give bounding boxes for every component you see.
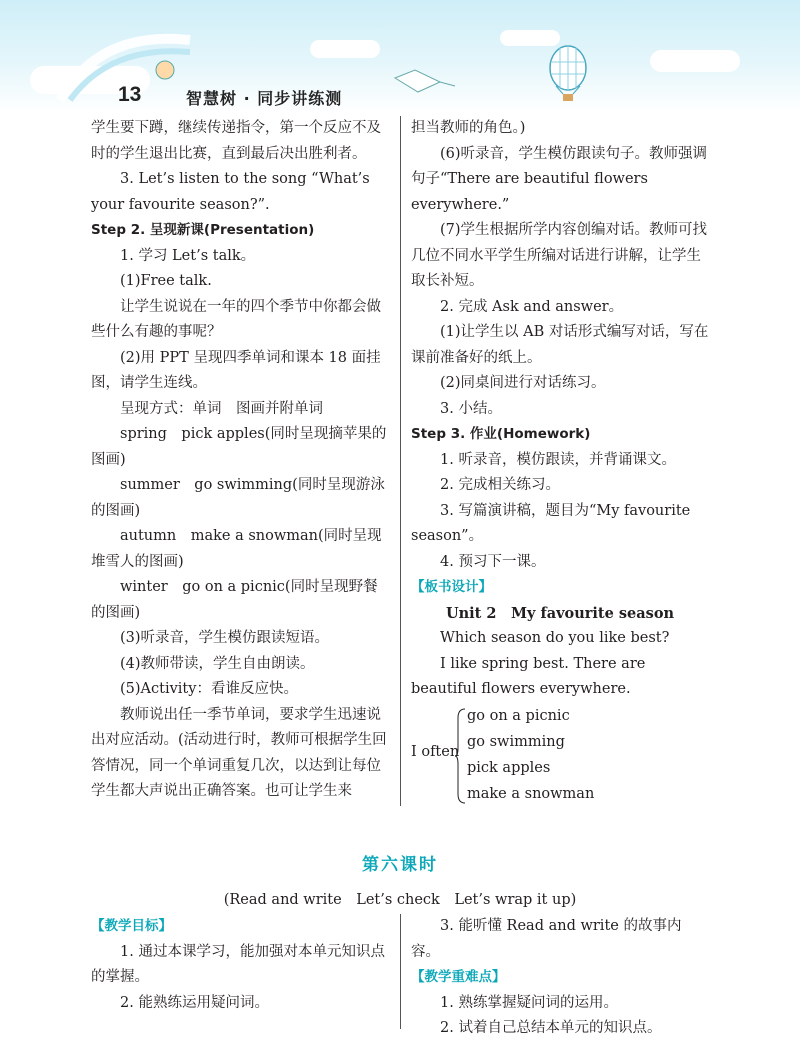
paragraph: (3)听录音，学生模仿跟读短语。: [120, 630, 330, 646]
paragraph: summer go swimming(同时呈现游泳的图画): [91, 477, 385, 519]
activity-option: go on a picnic: [467, 708, 570, 724]
brace-icon: [455, 708, 467, 804]
hot-air-balloon-icon: [550, 46, 586, 101]
bottom-right-column: [411, 914, 709, 1042]
activity-option: pick apples: [467, 760, 551, 776]
paragraph: (4)教师带读，学生自由朗读。: [120, 655, 315, 672]
paragraph: (2)同桌间进行对话练习。: [440, 375, 606, 391]
lesson-title: 第六课时: [362, 855, 438, 875]
board-answer: I like spring best. There are beautiful flowers everywhere.: [411, 655, 646, 697]
left-column: [91, 116, 391, 805]
paragraph: 4. 预习下一课。: [440, 553, 546, 570]
paragraph: 3. 能听懂 Read and write 的故事内容。: [411, 918, 682, 960]
paragraph: winter go on a picnic(同时呈现野餐的图画): [91, 579, 378, 621]
paragraph: (7)学生根据所学内容创编对话。教师可找几位不同水平学生所编对话进行讲解，让学生取长补短。: [411, 222, 708, 289]
paragraph: 2. 能熟练运用疑问词。: [120, 994, 269, 1011]
board-title: Unit 2 My favourite season: [445, 604, 675, 622]
board-activity-list: [411, 700, 711, 810]
column-divider: [400, 914, 401, 1029]
paragraph: 担当教师的角色。): [411, 120, 526, 136]
paragraph: 3. 小结。: [440, 400, 502, 417]
step-heading: Step 3. 作业(Homework): [411, 426, 591, 442]
paragraph: autumn make a snowman(同时呈现堆雪人的图画): [91, 528, 382, 570]
paragraph: (2)用 PPT 呈现四季单词和课本 18 面挂图，请学生连线。: [91, 349, 381, 391]
paragraph: 2. 完成相关练习。: [440, 477, 560, 493]
header-banner: [0, 0, 800, 112]
paragraph: 1. 听录音，模仿跟读，并背诵课文。: [440, 451, 676, 468]
right-column: [411, 116, 709, 703]
paragraph: 3. Let’s listen to the song “What’s your favourite season?”.: [91, 171, 370, 213]
step-heading: Step 2. 呈现新课(Presentation): [91, 222, 315, 238]
column-divider: [400, 116, 401, 806]
lesson-subtitle: (Read and write Let’s check Let’s wrap it up): [223, 892, 577, 908]
paragraph: 让学生说说在一年的四个季节中你都会做些什么有趣的事呢？: [91, 298, 381, 340]
paragraph: 1. 学习 Let’s talk。: [120, 247, 256, 264]
paragraph: (1)Free talk.: [120, 273, 212, 289]
paragraph: 2. 试着自己总结本单元的知识点。: [440, 1020, 662, 1036]
paragraph: (5)Activity：看谁反应快。: [120, 681, 298, 697]
board-design-tag: 【板书设计】: [411, 579, 492, 595]
paragraph: 教师说出任一季节单词，要求学生迅速说出对应活动。(活动进行时，教师可根据学生回答情况，同一个单词重复几次，以达到让每位学生都大声说出正确答案。也可让学生来: [91, 706, 387, 799]
board-question: Which season do you like best?: [440, 630, 670, 646]
paragraph: 呈现方式：单词 图画并附单词: [120, 400, 323, 417]
kite-icon: [395, 70, 455, 92]
paragraph: 1. 通过本课学习，能加强对本单元知识点的掌握。: [91, 943, 385, 985]
paragraph: (6)听录音，学生模仿跟读句子。教师强调句子“There are beautiful flowers everywhere.”: [411, 145, 708, 213]
page-number: 13: [118, 83, 142, 106]
bottom-left-column: [91, 914, 391, 1016]
teaching-goals-tag: 【教学目标】: [91, 918, 172, 934]
paragraph: (1)让学生以 AB 对话形式编写对话，写在课前准备好的纸上。: [411, 324, 709, 366]
key-points-tag: 【教学重难点】: [411, 969, 506, 985]
paragraph: spring pick apples(同时呈现摘苹果的图画): [91, 426, 387, 468]
paragraph: 学生要下蹲，继续传递指令，第一个反应不及时的学生退出比赛，直到最后决出胜利者。: [91, 120, 381, 162]
paragraph: 1. 熟练掌握疑问词的运用。: [440, 994, 618, 1011]
paragraph: 2. 完成 Ask and answer。: [440, 298, 624, 315]
book-title: 智慧树 · 同步讲练测: [186, 89, 343, 108]
paragraph: 3. 写篇演讲稿，题目为“My favourite season”。: [411, 502, 691, 544]
i-often-label: I often: [411, 744, 460, 760]
activity-option: make a snowman: [467, 786, 595, 802]
activity-option: go swimming: [467, 734, 565, 750]
